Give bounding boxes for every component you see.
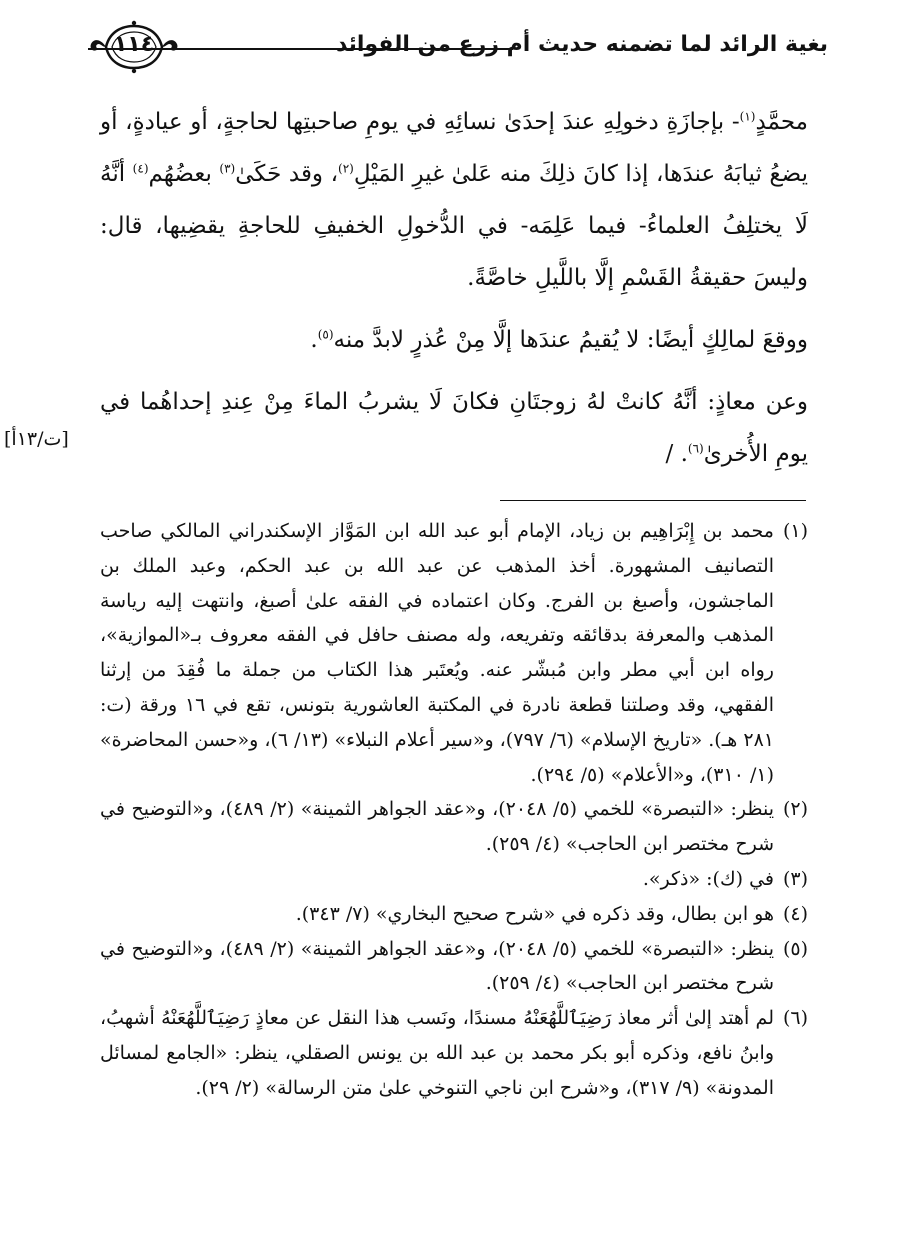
footnote-text: محمد بن إِبْرَاهِيم بن زياد، الإمام أبو عبد الله ابن المَوَّاز الإسكندراني المالكي صاحب التصانيف المشهورة. أخذ المذهب عن عبد الله بن عبد الحكم، وعبد الملك بن الماجشون، وأصبغ بن الفرج. وكان اعتماده في الفقه علىٰ أصبغ، وانتهت إليه رياسة المذهب والمعرفة بدقائقه وتفريعه، وله مصنف حافل في الفقه معروف بـ«الموازية»، رواه ابن أبي مطر وابن مُبشّر عنه. ويُعتَبر هذا الكتاب من جملة ما فُقِدَ من إرثنا الفقهي، وقد وصلتنا قطعة نادرة في المكتبة العاشورية بتونس، تقع في ١٦ ورقة (ت: ٢٨١ هـ). «تاريخ الإسلام» (٦/ ٧٩٧)، و«سير أعلام النبلاء» (١٣/ ٦)، و«حسن المحاضرة» (١/ ٣١٠)، و«الأعلام» (٥/ ٢٩٤). [100,520,774,786]
footnote [100,1001,808,1105]
footnote-number: (٣) [782,867,808,890]
manuscript-folio-marker: [ت/١٣أ] [4,428,69,450]
footnote-number: (٢) [782,798,808,821]
footnote [100,514,808,792]
paragraph: ووقعَ لمالِكٍ أيضًا: لا يُقيمُ عندَها إلَّا مِنْ عُذرٍ لابدَّ منه$^{(٥)}$. [310,327,808,353]
footnote-text: لم أهتد إلىٰ أثر معاذ رَضِيَٱللَّهُعَنْهُ مسندًا، ونَسب هذا النقل عن معاذٍ رَضِيَٱللَّهُعَنْهُ أشهبُ، وابنُ نافع، وذكره أبو بكر محمد بن عبد الله بن يونس الصقلي، ينظر: «الجامع لمسائل المدونة» (٩/ ٣١٧)، و«شرح ابن ناجي التنوخي علىٰ متن الرسالة» (٢/ ٢٩). [100,1007,774,1099]
footnote-ref[interactable]: (٢) [338,161,354,176]
footnote-number: (٦) [782,1007,808,1030]
footnote [100,932,808,1002]
footnote-ref[interactable]: (١) [739,109,756,124]
footnote-text: ينظر: «التبصرة» للخمي (٥/ ٢٠٤٨)، و«عقد الجواهر الثمينة» (٢/ ٤٨٩)، و«التوضيح في شرح مختصر ابن الحاجب» (٤/ ٢٥٩). [100,798,774,856]
footnote-separator [500,500,806,501]
footnote-number: (١) [782,520,808,542]
footnote-number: (٤) [782,902,808,925]
footnote [100,862,808,897]
page-number-badge [88,18,180,76]
page-number: ١١٤ [113,32,155,57]
footnote-text: ينظر: «التبصرة» للخمي (٥/ ٢٠٤٨)، و«عقد الجواهر الثمينة» (٢/ ٤٨٩)، و«التوضيح في شرح مختصر ابن الحاجب» (٤/ ٢٥٩). [100,937,774,995]
running-title: بغية الرائد لما تضمنه حديث أم زرع من الفوائد [335,32,828,57]
footnote-ref[interactable]: (٦) [687,441,704,456]
paragraph: محمَّدٍ$^{(١)}$- بإجازَةِ دخولِهِ عندَ إحدَىٰ نسائِهِ في يومِ صاحبتِها لحاجةٍ، أو عيادةٍ، أو يضعُ ثيابَهُ عندَها، إذا كانَ ذلِكَ منه عَلىٰ غيرِ المَيْلِ$^{(٢)}$، وقد حَكَىٰ$^{(٣)}$ بعضُهُم$^{(٤)}$ أنَّهُ لَا يختلِفُ العلماءُ- فيما عَلِمَه- في الدُّخولِ الخفيفِ للحاجةِ يقضِيها، قال: وليسَ حقيقةُ القَسْمِ إلَّا باللَّيلِ خاصَّةً. [100,109,809,291]
page-header [88,18,828,78]
footnote-ref[interactable]: (٣) [219,161,236,176]
footnote-text: هو ابن بطال، وقد ذكره في «شرح صحيح البخاري» (٧/ ٣٤٣). [295,902,774,925]
footnote-number: (٥) [782,937,808,960]
footnote-ref[interactable]: (٤) [132,161,149,176]
paragraph: وعن معاذٍ: أنَّهُ كانتْ لهُ زوجتَانِ فكانَ لَا يشربُ الماءَ مِنْ عِندِ إحداهُما في يومِ الأُخرىٰ$^{(٦)}$. / [100,389,808,467]
footnote-text: في (ك): «ذكر». [642,867,774,890]
main-text [100,96,808,480]
footnote [100,792,808,862]
footnote [100,897,808,932]
footnotes [100,514,808,1106]
footnote-ref[interactable]: (٥) [317,327,334,342]
